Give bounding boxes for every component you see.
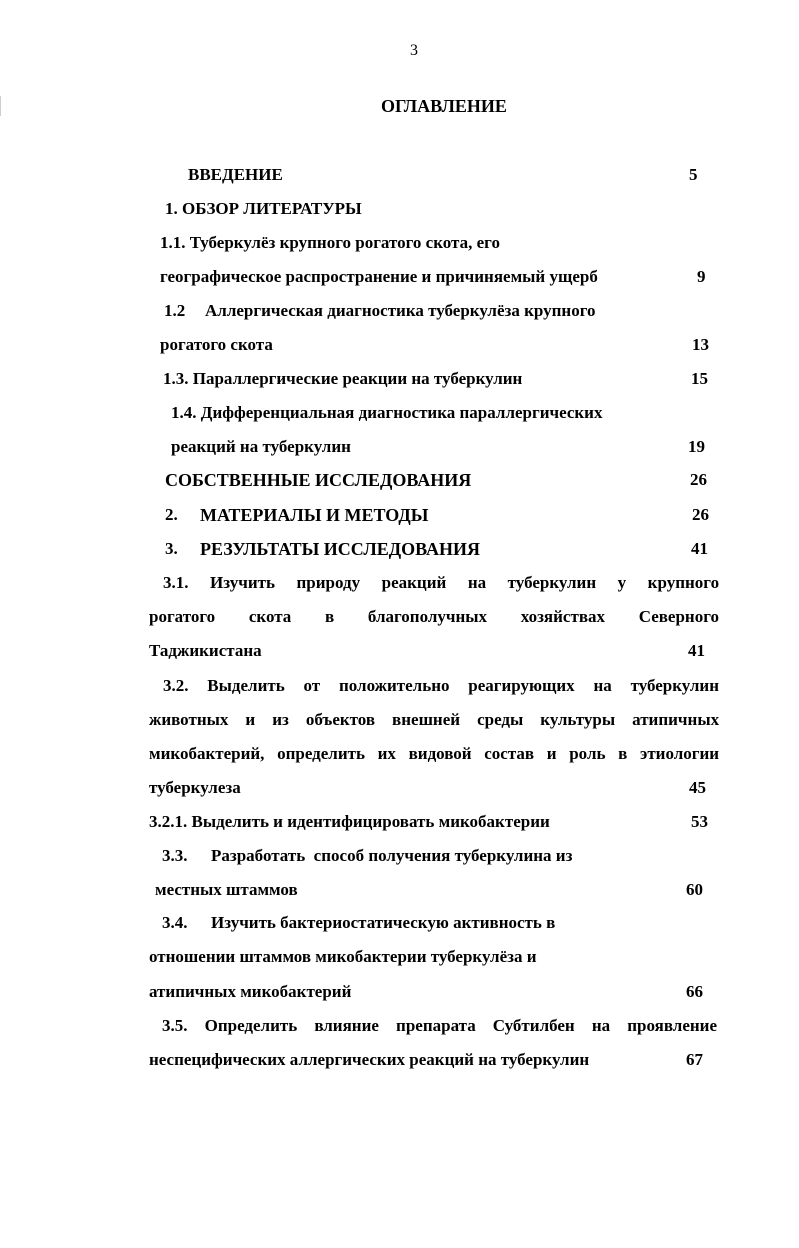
toc-label: 3.2.1. Выделить и идентифицировать микобактерии	[149, 812, 550, 831]
toc-label-line-2: неспецифических аллергических реакций на туберкулин	[149, 1050, 590, 1069]
toc-page-number: 26	[692, 505, 709, 524]
scan-margin-mark	[0, 96, 1, 116]
toc-page-number: 13	[692, 335, 709, 354]
toc-label-line-1: 3.2. Выделить от положительно реагирующих на туберкулин	[163, 676, 720, 695]
toc-label: Изучить бактериостатическую активность в	[211, 913, 556, 932]
toc-page-number: 67	[686, 1050, 703, 1069]
toc-label-line-3: микобактерий, определить их видовой состав и роль в этиологии	[149, 744, 720, 763]
toc-label-continued: географическое распространение и причиняемый ущерб	[160, 267, 598, 286]
toc-label-line-1: 3.5. Определить влияние препарата Субтилбен на проявление	[162, 1016, 718, 1035]
toc-page-number: 9	[697, 267, 706, 286]
toc-label: 1.4. Дифференциальная диагностика параллергических	[171, 403, 603, 422]
toc-label-continued: рогатого скота	[160, 335, 273, 354]
toc-label-continued: реакций на туберкулин	[171, 437, 351, 456]
toc-label: 1. ОБЗОР ЛИТЕРАТУРЫ	[165, 199, 362, 218]
toc-label: ВВЕДЕНИЕ	[188, 165, 283, 184]
toc-label: Аллергическая диагностика туберкулёза крупного	[205, 301, 596, 320]
toc-label-line-3: Таджикистана	[149, 641, 262, 660]
toc-label-line-4: туберкулеза	[149, 778, 241, 797]
toc-label: 1.1. Туберкулёз крупного рогатого скота, его	[160, 233, 500, 252]
toc-section-number: 1.2	[164, 301, 186, 320]
toc-section-number: 3.4.	[162, 913, 188, 932]
toc-label-line-2: животных и из объектов внешней среды культуры атипичных	[149, 710, 720, 729]
toc-page-number: 66	[686, 982, 703, 1001]
toc-page-number: 19	[688, 437, 705, 456]
toc-label: 1.3. Параллергические реакции на туберкулин	[163, 369, 523, 388]
toc-label-continued: атипичных микобактерий	[149, 982, 352, 1001]
toc-label: РЕЗУЛЬТАТЫ ИССЛЕДОВАНИЯ	[200, 539, 481, 559]
toc-label: Разработать способ получения туберкулина из	[211, 846, 573, 865]
toc-label-line-2: рогатого скота в благополучных хозяйствах Северного	[149, 607, 720, 626]
toc-page-number: 26	[690, 470, 707, 489]
toc-page-number: 41	[688, 641, 705, 660]
toc-label-line-1: 3.1. Изучить природу реакций на туберкулин у крупного	[163, 573, 720, 592]
toc-section-number: 3.3.	[162, 846, 188, 865]
toc-page-number: 53	[691, 812, 708, 831]
toc-section-number: 3.	[165, 539, 178, 558]
toc-page-number: 15	[691, 369, 708, 388]
toc-section-number: 2.	[165, 505, 178, 524]
toc-page-number: 41	[691, 539, 708, 558]
toc-label-continued: отношении штаммов микобактерии туберкулёза и	[149, 947, 537, 966]
toc-page-number: 45	[689, 778, 706, 797]
toc-label: СОБСТВЕННЫЕ ИССЛЕДОВАНИЯ	[165, 470, 472, 490]
toc-page-number: 5	[689, 165, 698, 184]
page-number: 3	[410, 42, 418, 59]
toc-label-continued: местных штаммов	[155, 880, 298, 899]
toc-page-number: 60	[686, 880, 703, 899]
page-title: ОГЛАВЛЕНИЕ	[381, 96, 507, 116]
toc-label: МАТЕРИАЛЫ И МЕТОДЫ	[200, 505, 429, 525]
